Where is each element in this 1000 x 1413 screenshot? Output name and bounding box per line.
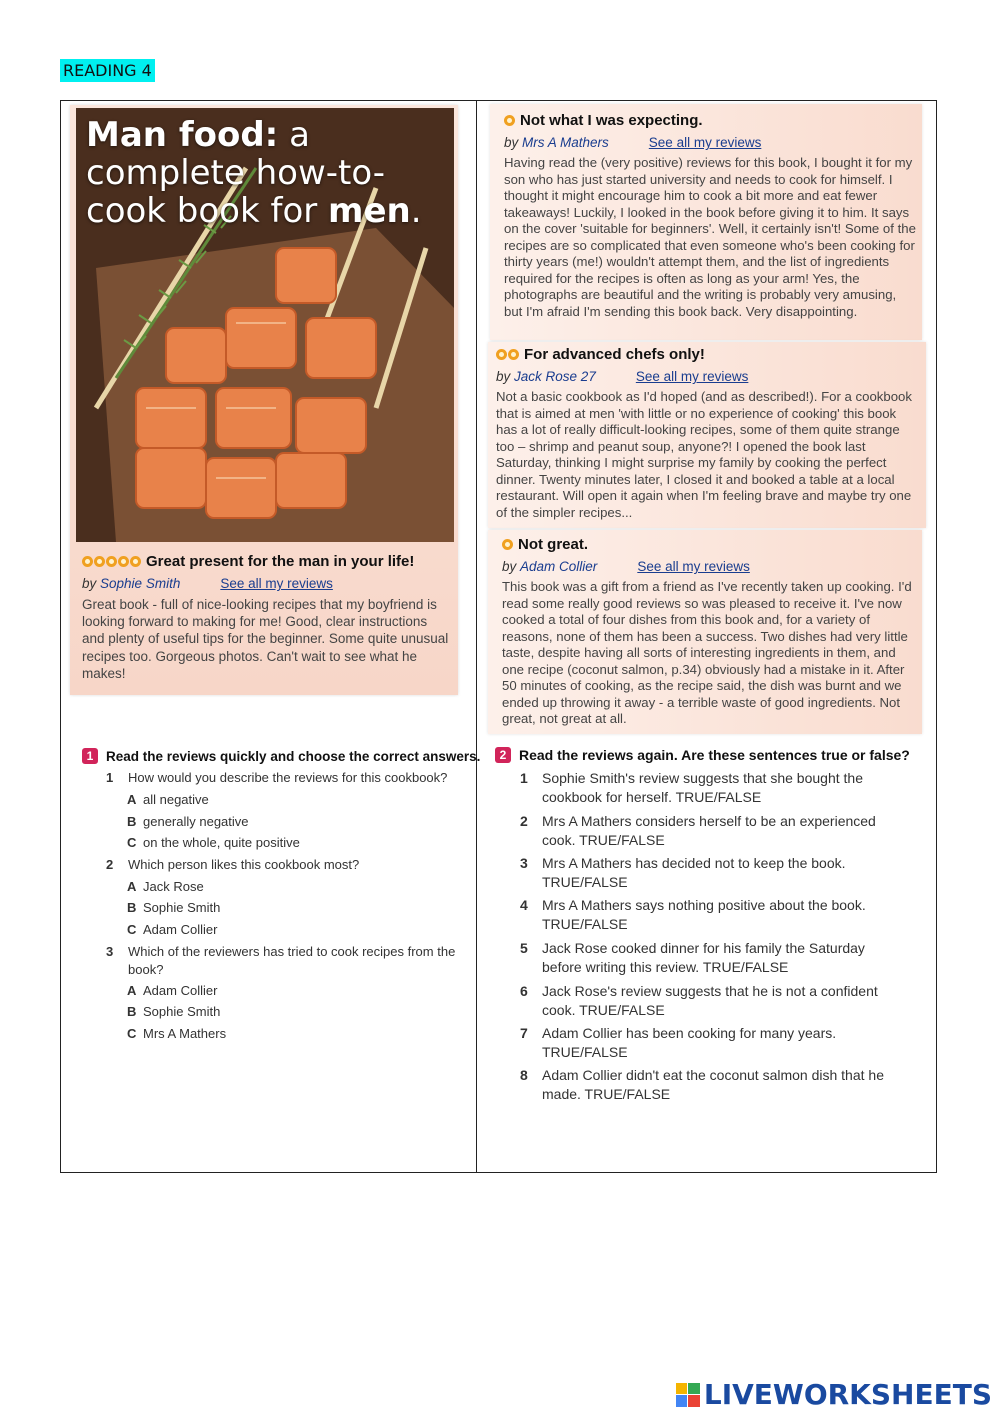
question-1 (106, 769, 466, 787)
question-text-continued: book? (128, 962, 164, 977)
review-body: Great book - full of nice-looking recipes that my boyfriend is looking forward to making for me! Good, clear instructions and plenty of useful tips for the beginner. Some quite unusual recipes too. Gorgeous photos. Can't wait to see what he makes! (82, 597, 449, 681)
review-author: Mrs A Mathers (522, 135, 609, 150)
item-line-1: Jack Rose cooked dinner for his family the Saturday (542, 940, 865, 956)
option-letter: C (127, 835, 137, 850)
tf-item-2[interactable] (520, 812, 910, 852)
by-label: by (82, 576, 97, 591)
option-letter: B (127, 814, 137, 829)
item-number: 8 (520, 1067, 528, 1083)
star-icon (504, 115, 515, 126)
option-letter: A (127, 983, 137, 998)
tf-item-8[interactable] (520, 1066, 910, 1106)
review-title: Not great. (518, 536, 589, 553)
review-jack-rose (496, 346, 916, 521)
item-line-1: Adam Collier has been cooking for many years. (542, 1025, 837, 1041)
review-byline (504, 135, 918, 150)
option-text: all negative (143, 792, 209, 807)
option-letter: C (127, 922, 137, 937)
question-number: 1 (106, 770, 114, 785)
exercise-1-heading (82, 748, 480, 764)
review-title: Great present for the man in your life! (146, 553, 415, 570)
item-line-2: made. TRUE/FALSE (542, 1086, 671, 1102)
rating-stars (502, 539, 513, 550)
star-icon (496, 349, 507, 360)
item-number: 7 (520, 1025, 528, 1041)
option-2b[interactable] (127, 900, 220, 915)
item-line-2: cook. TRUE/FALSE (542, 1002, 665, 1018)
cover-title-rest: a complete how-to-cook book for (86, 115, 386, 231)
by-label: by (496, 369, 511, 384)
tf-item-3[interactable] (520, 854, 910, 894)
cover-title-bold: Man food: (86, 115, 279, 155)
review-heading (496, 346, 916, 363)
exercise-number-badge: 1 (82, 748, 98, 764)
review-mrs-a-mathers (504, 112, 918, 320)
column-divider (476, 100, 477, 1173)
option-text: Jack Rose (143, 879, 204, 894)
question-text: How would you describe the reviews for this cookbook? (128, 770, 448, 785)
liveworksheets-logo (676, 1378, 992, 1411)
question-3 (106, 943, 466, 979)
star-icon (130, 556, 141, 567)
cover-title (86, 116, 446, 230)
item-line-1: Sophie Smith's review suggests that she bought the (542, 770, 863, 786)
exercise-number-badge: 2 (495, 747, 511, 763)
reading-tag: READING 4 (60, 59, 155, 82)
star-icon (94, 556, 105, 567)
item-line-2: TRUE/FALSE (542, 1044, 628, 1060)
star-icon (118, 556, 129, 567)
review-heading (502, 536, 916, 553)
review-body: Not a basic cookbook as I'd hoped (and as described!). For a cookbook that is aimed at men 'with little or no experience of cooking' this book has a lot of really difficult-looking recipes, some of them quite strange too – shrimp and peanut soup, anyone?! I opened the book last Saturday, thinking I might surprise my family by cooking the perfect dinner. Twenty minutes later, I closed it and booked a table at a local restaurant. Will open it again when I'm feeling brave and maybe try one of the simpler recipes... (496, 389, 912, 520)
by-label: by (504, 135, 519, 150)
option-text: Mrs A Mathers (143, 1026, 227, 1041)
see-all-reviews-link[interactable]: See all my reviews (637, 559, 750, 574)
option-letter: C (127, 1026, 137, 1041)
review-adam-collier (502, 536, 916, 728)
review-byline (496, 369, 916, 384)
option-3b[interactable] (127, 1004, 220, 1019)
review-author: Jack Rose 27 (514, 369, 596, 384)
book-cover-image (76, 108, 454, 542)
rating-stars (82, 556, 141, 567)
review-body: Having read the (very positive) reviews for this book, I bought it for my son who has just started university and needs to cook for himself. I thought it might encourage him to cook a bit more and eat fewer takeaways! Luckily, I looked in the book before giving it to him. It says on the cover 'suitable for beginners'. Well, it certainly isn't! Some of the recipes are so complicated that even someone who's been cooking for thirty years (me!) wouldn't attempt them, and the list of ingredients required for the recipes is often as long as your arm! Yes, the photographs are beautiful and the writing is probably very amusing, but I'm afraid I'm sending this book back. Very disappointing. (504, 155, 916, 319)
item-line-1: Mrs A Mathers says nothing positive about the book. (542, 897, 866, 913)
question-2 (106, 856, 466, 874)
item-line-2: TRUE/FALSE (542, 916, 628, 932)
question-number: 3 (106, 944, 114, 959)
review-heading (82, 553, 452, 570)
option-2c[interactable] (127, 922, 217, 937)
item-line-2: cookbook for herself. TRUE/FALSE (542, 789, 762, 805)
tf-item-4[interactable] (520, 896, 910, 936)
option-letter: B (127, 1004, 137, 1019)
exercise-1-instruction: Read the reviews quickly and choose the correct answers. (106, 748, 481, 764)
item-number: 4 (520, 897, 528, 913)
review-byline (82, 576, 452, 591)
see-all-reviews-link[interactable]: See all my reviews (635, 369, 749, 384)
cover-title-end: men (328, 191, 411, 231)
question-text: Which of the reviewers has tried to cook recipes from the (128, 944, 456, 959)
review-heading (504, 112, 918, 129)
item-number: 5 (520, 940, 528, 956)
option-text: on the whole, quite positive (143, 835, 300, 850)
tf-item-7[interactable] (520, 1024, 910, 1064)
item-line-2: TRUE/FALSE (542, 874, 628, 890)
star-icon (106, 556, 117, 567)
item-line-1: Jack Rose's review suggests that he is not a confident (542, 983, 878, 999)
item-number: 2 (520, 813, 528, 829)
review-body: This book was a gift from a friend as I've recently taken up cooking. I'd read some really good reviews so was pleased to receive it. I've now cooked a total of four dishes from this book and, for a variety of reasons, none of them has been a success. Two dishes had very little taste, despite having all sorts of interesting ingredients in them, and one recipe (coconut salmon, p.34) obviously had a mistake in it. After 50 minutes of cooking, as the recipe said, the dish was burnt and we ended up throwing it away - a terrible waste of good ingredients. Not great, not great at all. (502, 579, 912, 726)
tf-item-5[interactable] (520, 939, 910, 979)
by-label: by (502, 559, 517, 574)
review-author: Adam Collier (520, 559, 598, 574)
item-number: 3 (520, 855, 528, 871)
option-text: Sophie Smith (143, 1004, 221, 1019)
option-1b[interactable] (127, 814, 249, 829)
tf-item-1[interactable] (520, 769, 910, 809)
option-text: Adam Collier (143, 922, 218, 937)
item-number: 6 (520, 983, 528, 999)
logo-text: LIVEWORKSHEETS (703, 1378, 992, 1411)
star-icon (82, 556, 93, 567)
logo-mark-icon (676, 1383, 700, 1407)
option-1c[interactable] (127, 835, 300, 850)
see-all-reviews-link[interactable]: See all my reviews (648, 135, 762, 150)
review-author: Sophie Smith (100, 576, 181, 591)
option-letter: A (127, 879, 137, 894)
option-text: generally negative (143, 814, 249, 829)
star-icon (508, 349, 519, 360)
rating-stars (504, 115, 515, 126)
review-title: For advanced chefs only! (524, 346, 705, 363)
question-text: Which person likes this cookbook most? (128, 857, 360, 872)
tf-item-6[interactable] (520, 982, 910, 1022)
option-letter: A (127, 792, 137, 807)
option-3c[interactable] (127, 1026, 226, 1041)
option-text: Sophie Smith (143, 900, 221, 915)
item-line-2: before writing this review. TRUE/FALSE (542, 959, 789, 975)
review-title: Not what I was expecting. (520, 112, 703, 129)
star-icon (502, 539, 513, 550)
exercise-2-heading (495, 747, 910, 763)
item-line-1: Adam Collier didn't eat the coconut salmon dish that he (542, 1067, 884, 1083)
option-2a[interactable] (127, 879, 204, 894)
rating-stars (496, 349, 519, 360)
see-all-reviews-link[interactable]: See all my reviews (220, 576, 333, 591)
review-sophie-smith (82, 553, 452, 682)
item-number: 1 (520, 770, 528, 786)
item-line-1: Mrs A Mathers has decided not to keep the book. (542, 855, 846, 871)
question-number: 2 (106, 857, 114, 872)
option-letter: B (127, 900, 137, 915)
exercise-2-instruction: Read the reviews again. Are these sentences true or false? (519, 747, 910, 763)
option-text: Adam Collier (143, 983, 218, 998)
review-byline (502, 559, 916, 574)
item-line-2: cook. TRUE/FALSE (542, 832, 665, 848)
option-3a[interactable] (127, 983, 217, 998)
option-1a[interactable] (127, 792, 209, 807)
cover-title-dot: . (410, 191, 422, 231)
item-line-1: Mrs A Mathers considers herself to be an experienced (542, 813, 876, 829)
